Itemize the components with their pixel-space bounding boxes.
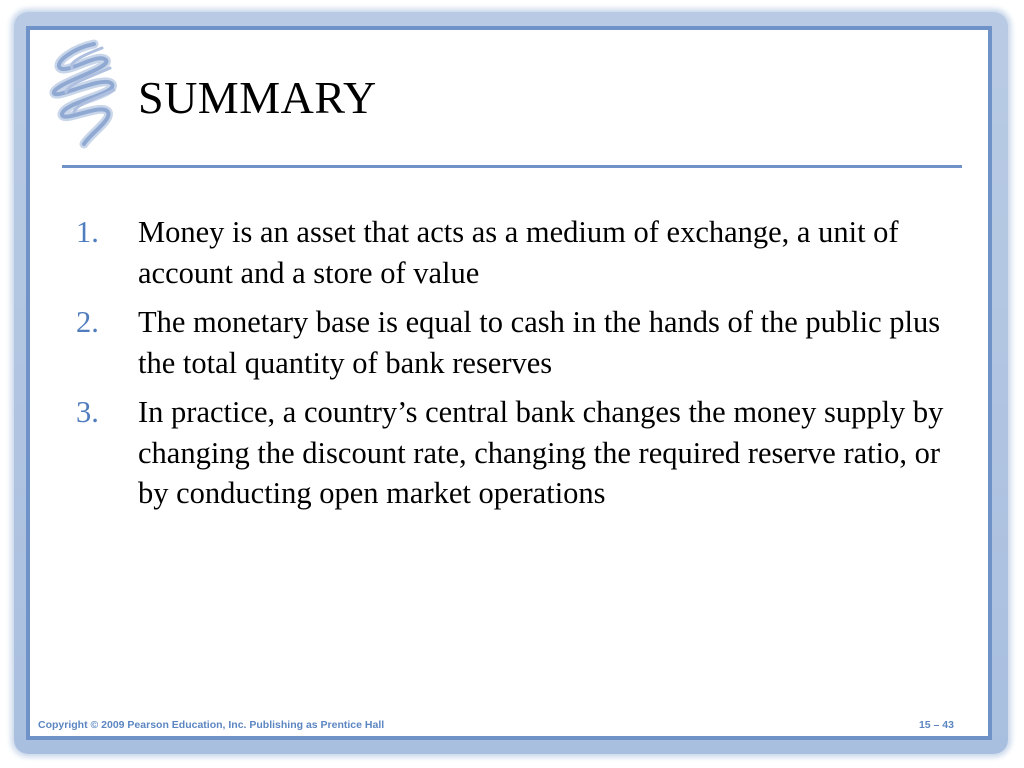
- list-item-text: The monetary base is equal to cash in the hands of the public plus the total quantity of bank reserves: [138, 305, 941, 380]
- list-item: [76, 392, 956, 514]
- list-item-text: Money is an asset that acts as a medium of exchange, a unit of account and a store of value: [138, 215, 899, 290]
- list-item: [76, 212, 956, 293]
- title-divider: [62, 165, 962, 168]
- summary-list: [76, 212, 956, 523]
- list-item-number: 2.: [76, 305, 99, 339]
- list-item-text: In practice, a country’s central bank changes the money supply by changing the discount rate, changing the required reserve ratio, or by conducting open market operations: [138, 395, 944, 510]
- footer-page-number: 15 – 43: [918, 719, 954, 731]
- list-item-number: 1.: [76, 215, 99, 249]
- slide-title: SUMMARY: [138, 72, 377, 123]
- footer-copyright: Copyright © 2009 Pearson Education, Inc. Publishing as Prentice Hall: [38, 719, 385, 731]
- list-item: [76, 302, 956, 383]
- list-item-number: 3.: [76, 395, 99, 429]
- swirl-logo-icon: [46, 38, 132, 150]
